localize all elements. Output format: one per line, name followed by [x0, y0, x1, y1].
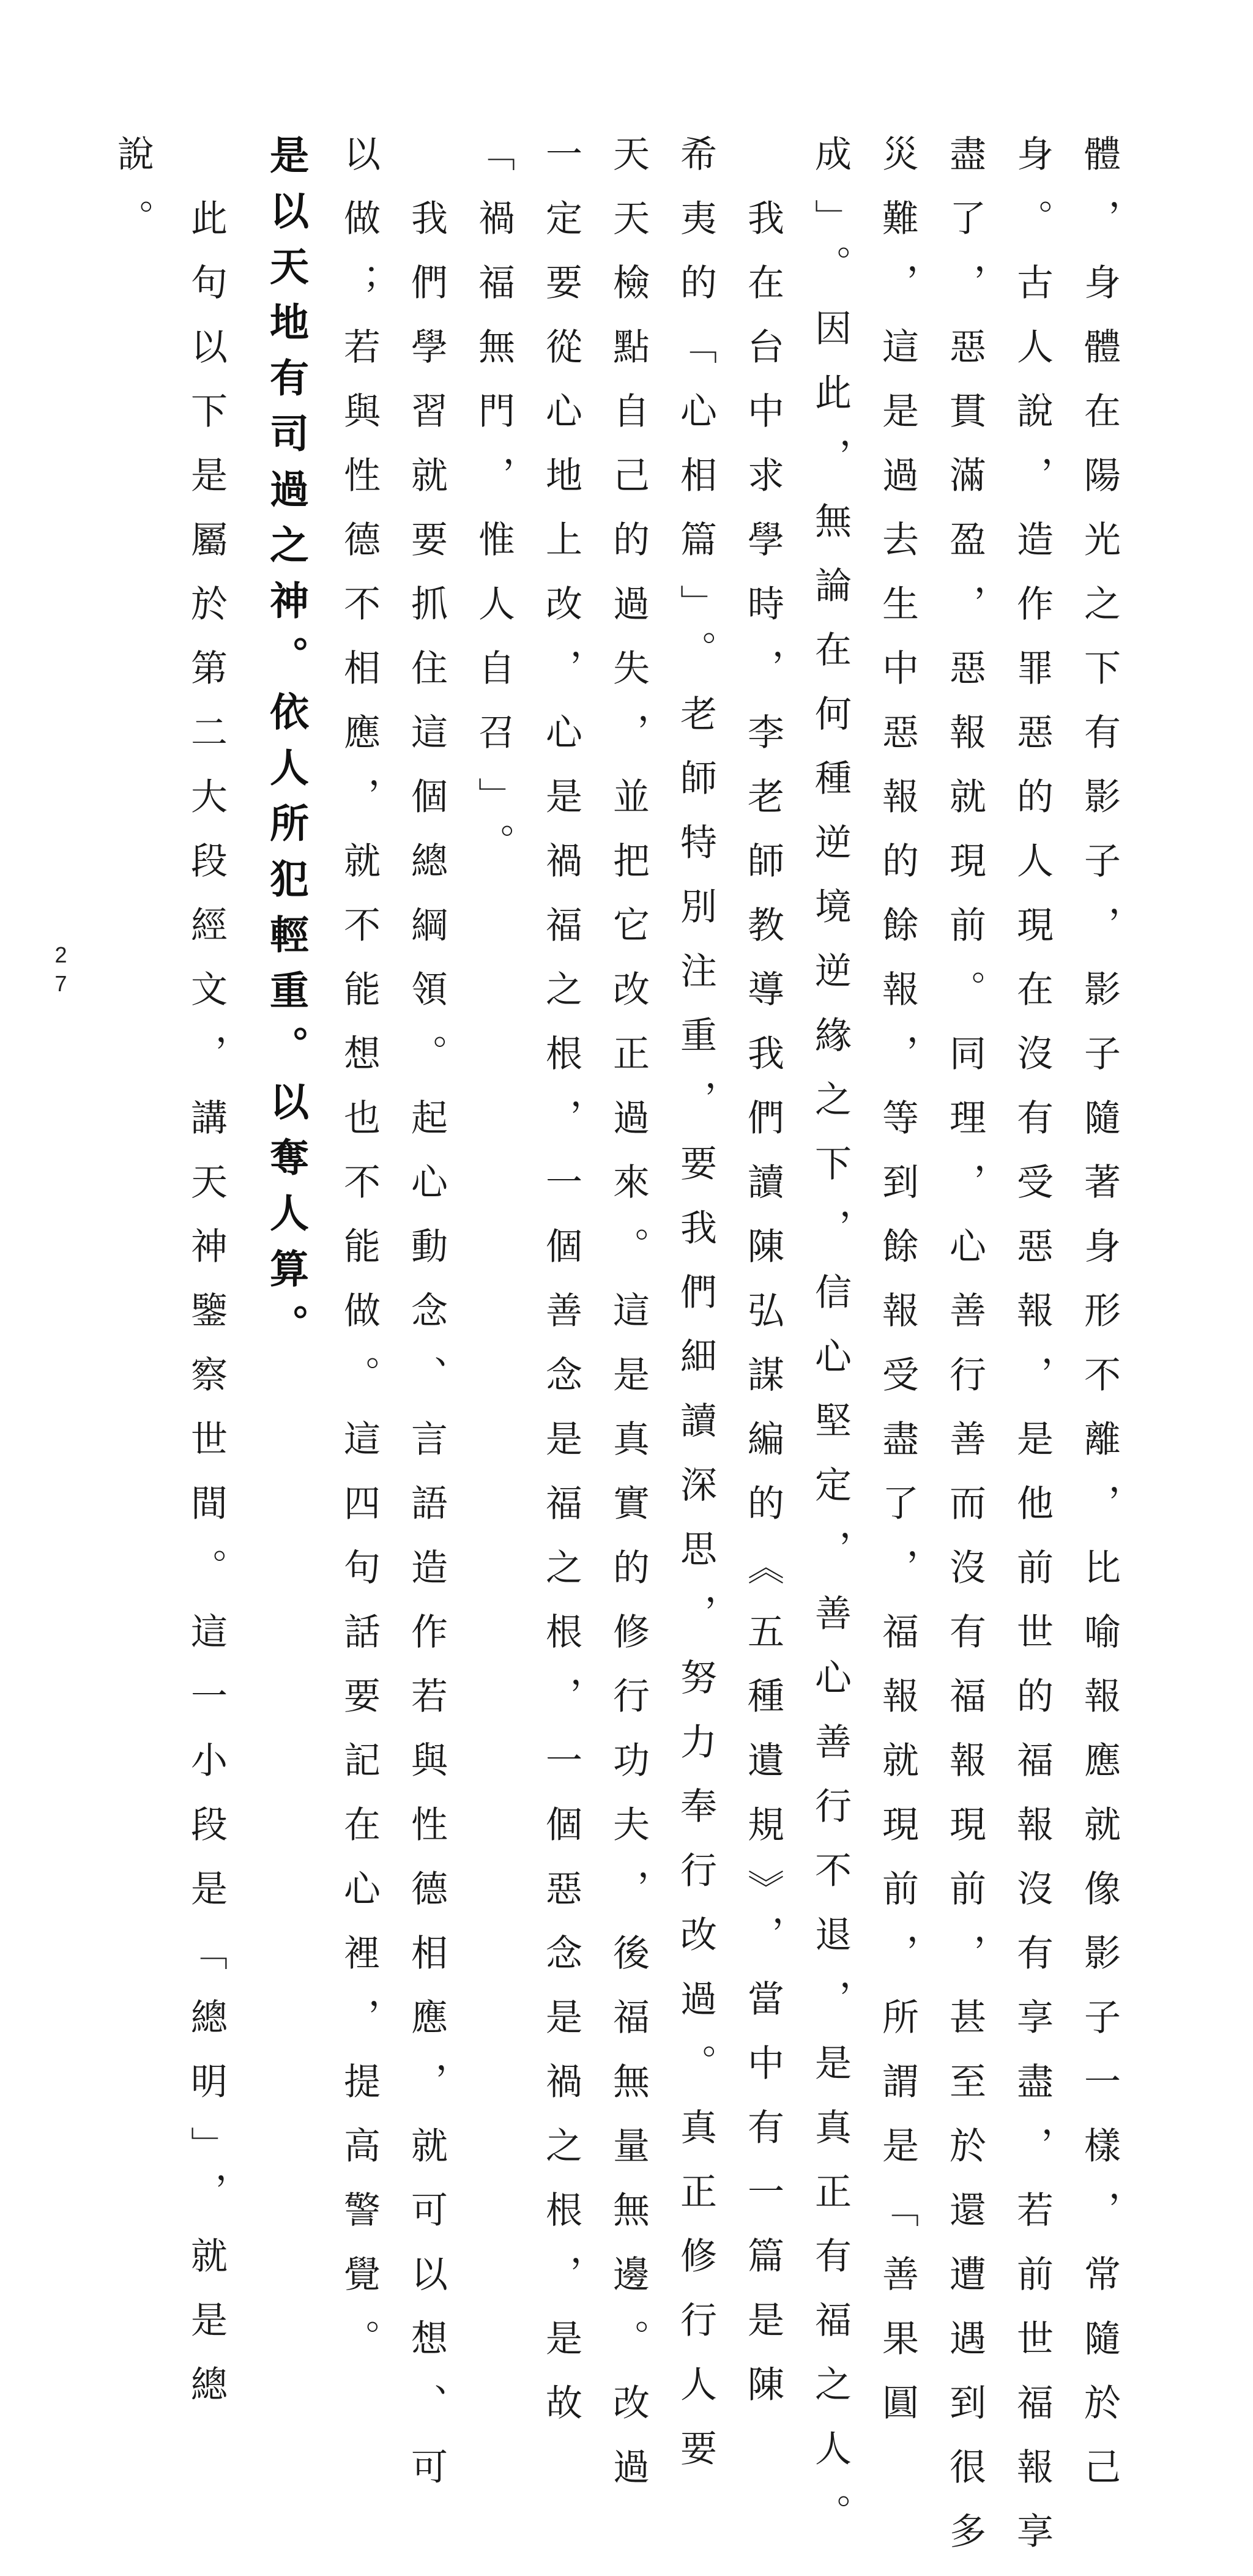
text-column-p1-l3: 盡了，惡貫滿盈，惡報就現前。同理，心善行善而沒有福報現前，甚至於還遭遇到很多 — [943, 135, 986, 2576]
text-column-p1-l2: 身。古人說，造作罪惡的人現在沒有受惡報，是他前世的福報沒有享盡，若前世福報享 — [1011, 135, 1054, 2576]
text-column-p4-l2: 說。 — [111, 135, 154, 263]
scripture-quote: 是以天地有司過之神。依人所犯輕重。以奪人算。 — [263, 135, 308, 1360]
text-column-p2-l1: 我在台中求學時，李老師教導我們讀陳弘謀編的《五種遺規》，當中有一篇是陳 — [742, 135, 784, 2429]
text-column-p1-l4: 災難，這是過去生中惡報的餘報，等到餘報受盡了，福報就現前，所謂是「善果圓 — [876, 135, 919, 2448]
text-column-p1-l5: 成」。因此，無論在何種逆境逆緣之下，信心堅定，善心善行不退，是真正有福之人。 — [809, 135, 852, 2558]
text-column-p2-l2: 希夷的「心相篇」。老師特別注重，要我們細讀深思，努力奉行改過。真正修行人要 — [674, 135, 717, 2493]
text-column-p3-l2: 以做；若與性德不相應，就不能想也不能做。這四句話要記在心裡，提高警覺。 — [338, 135, 381, 2383]
text-column-p1-l1: 體，身體在陽光之下有影子，影子隨著身形不離，比喻報應就像影子一樣，常隨於己 — [1078, 135, 1121, 2512]
text-column-p2-l4: 一定要從心地上改，心是禍福之根，一個善念是福之根，一個惡念是禍之根，是故 — [540, 135, 582, 2448]
text-column-p4-l1: 此句以下是屬於第二大段經文，講天神鑒察世間。這一小段是「總明」，就是總 — [185, 135, 228, 2429]
text-column-p2-l5: 「禍福無門，惟人自召」。 — [472, 135, 515, 887]
page-number: 27 — [48, 942, 73, 1000]
text-column-p2-l3: 天天檢點自己的過失，並把它改正過來。這是真實的修行功夫，後福無量無邊。改過 — [607, 135, 650, 2512]
text-column-p3-l1: 我們學習就要抓住這個總綱領。起心動念、言語造作若與性德相應，就可以想、可 — [405, 135, 448, 2512]
